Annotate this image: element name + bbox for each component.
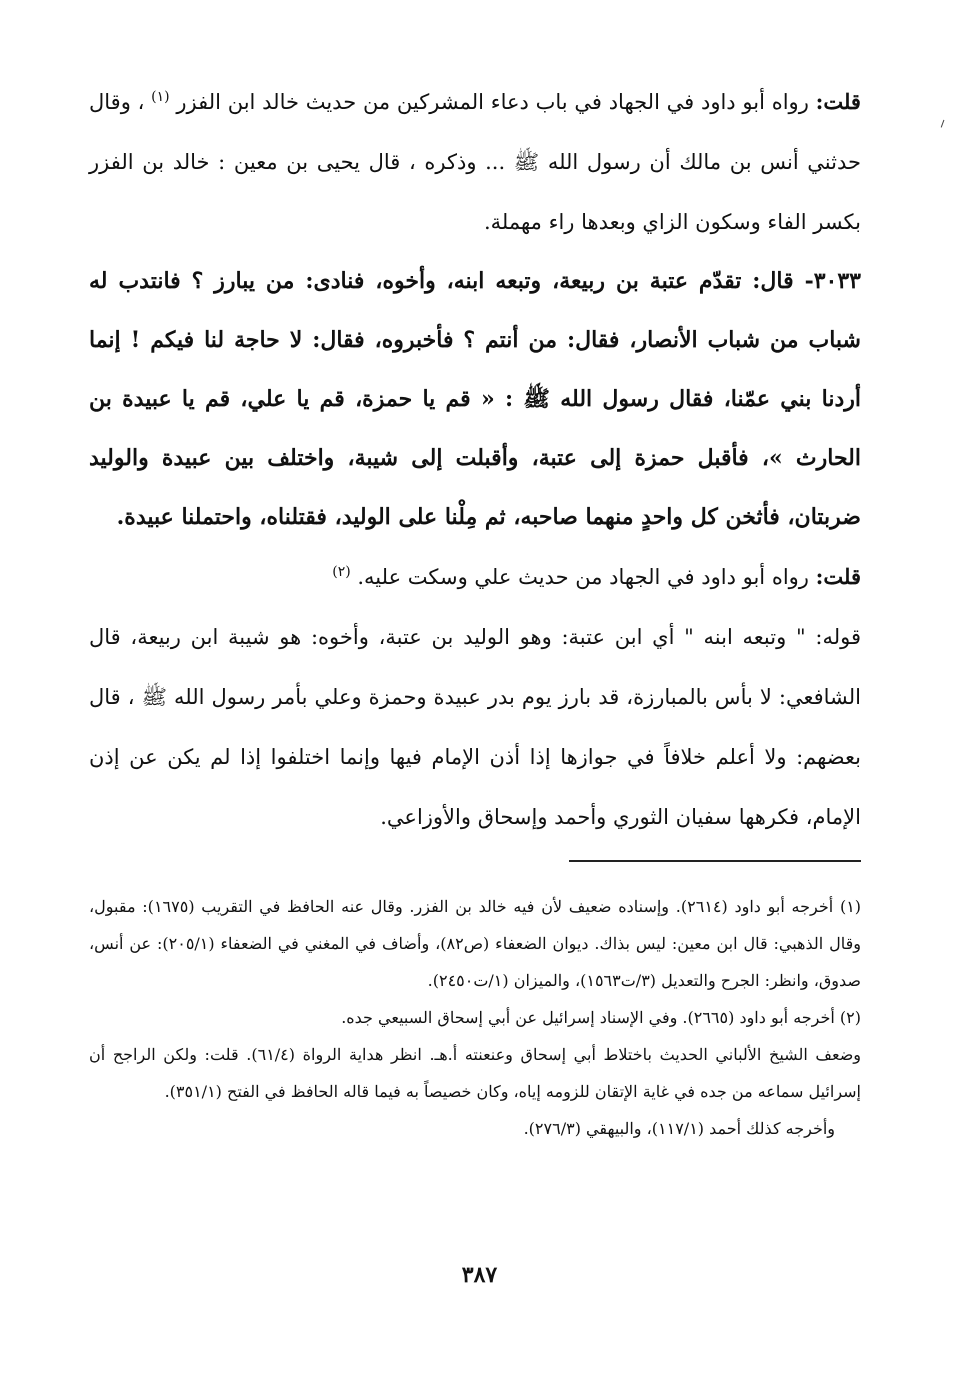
hadith-number: ٣٠٣٣- bbox=[804, 268, 861, 294]
footnote-1: (١) أخرجه أبو داود (٢٦١٤). وإسناده ضعيف لأن فيه خالد بن الفزر. وقال عنه الحافظ في التقريب (١٦٧٥): مقبول، وقال الذهبي: قال ابن معين: ليس بذاك. ديوان الضعفاء (ص٨٢)، وأضاف في المغني في الضعفاء (٢٠٥/١): عن أنس، صدوق، وانظر: الجرح والتعديل (٣/ت١٥٦٣)، والميزان (١/ت٢٤٥٠). bbox=[89, 897, 862, 990]
commentary-lead: قلت: bbox=[815, 89, 861, 114]
commentary-paragraph-3 bbox=[89, 607, 861, 847]
commentary-text-3: قوله: " وتبعه ابنه " أي ابن عتبة: وهو الوليد بن عتبة، وأخوه: هو شيبة ابن ربيعة، قال الشافعي: لا بأس بالمبارزة، قد بارز يوم بدر عبيدة وحمزة وعلي بأمر رسول الله ﷺ ، قال بعضهم: ولا أعلم خلافاً في جوازها إذا أذن الإمام فيها وإنما اختلفوا إذا لم يكن عن إذن الإمام، فكرهها سفيان الثوري وأحمد وإسحاق والأوزاعي. bbox=[89, 625, 861, 829]
commentary-paragraph-2 bbox=[89, 547, 861, 607]
footnote-2-extra: وأخرجه كذلك أحمد (١١٧/١)، والبيهقي (٢٧٦/٣). bbox=[523, 1119, 835, 1138]
commentary-paragraph-1 bbox=[89, 72, 861, 252]
commentary-lead-2: قلت: bbox=[815, 564, 861, 589]
hadith-paragraph bbox=[89, 252, 861, 547]
commentary-text-2: رواه أبو داود في الجهاد من حديث علي وسكت عليه. bbox=[357, 565, 809, 589]
footnote-divider bbox=[569, 860, 861, 862]
commentary-text: رواه أبو داود في الجهاد في باب دعاء المشركين من حديث خالد ابن الفزر bbox=[176, 90, 809, 114]
footnote-2: (٢) أخرجه أبو داود (٢٦٦٥). وفي الإسناد إسرائيل عن أبي إسحاق السبيعي جده. bbox=[341, 1008, 861, 1027]
page-number: ٣٨٧ bbox=[461, 1262, 498, 1288]
commentary-text-rest: ، وقال حدثني أنس بن مالك أن رسول الله ﷺ ... وذكره ، قال يحيى بن معين : خالد بن الفزر بكسر الفاء وسكون الزاي وبعدها راء مهملة. bbox=[89, 90, 861, 234]
footnote-2-continued: وضعف الشيخ الألباني الحديث باختلاط أبي إسحاق وعنعنته أ.هـ. انظر هداية الرواة (٦١/٤). قلت: ولكن الراجح أن إسرائيل سماعه من جده في غاية الإتقان للزومه إياه، وكان خصيصاً به فيما قاله الحافظ في الفتح (٣٥١/١). bbox=[89, 1045, 862, 1101]
footnotes bbox=[89, 888, 861, 1147]
main-text bbox=[89, 72, 861, 847]
margin-mark bbox=[941, 120, 947, 129]
hadith-text: قال: تقدّم عتبة بن ربيعة، وتبعه ابنه، وأخوه، فنادى: من يبارز ؟ فانتدب له شباب من شباب الأنصار، فقال: من أنتم ؟ فأخبروه، فقال: لا حاجة لنا فيكم ! إنما أردنا بني عمّنا، فقال رسول الله ﷺ : « قم يا حمزة، قم يا علي، قم يا عبيدة بن الحارث »، فأقبل حمزة إلى عتبة، وأقبلت إلى شيبة، واختلف بين عبيدة والوليد ضربتان، فأثخن كل واحدٍ منهما صاحبه، ثم مِلْنا على الوليد، فقتلناه، واحتملنا عبيدة. bbox=[89, 268, 861, 530]
footnote-ref-1[interactable]: (١) bbox=[151, 89, 170, 105]
footnote-ref-2[interactable]: (٢) bbox=[332, 564, 351, 580]
